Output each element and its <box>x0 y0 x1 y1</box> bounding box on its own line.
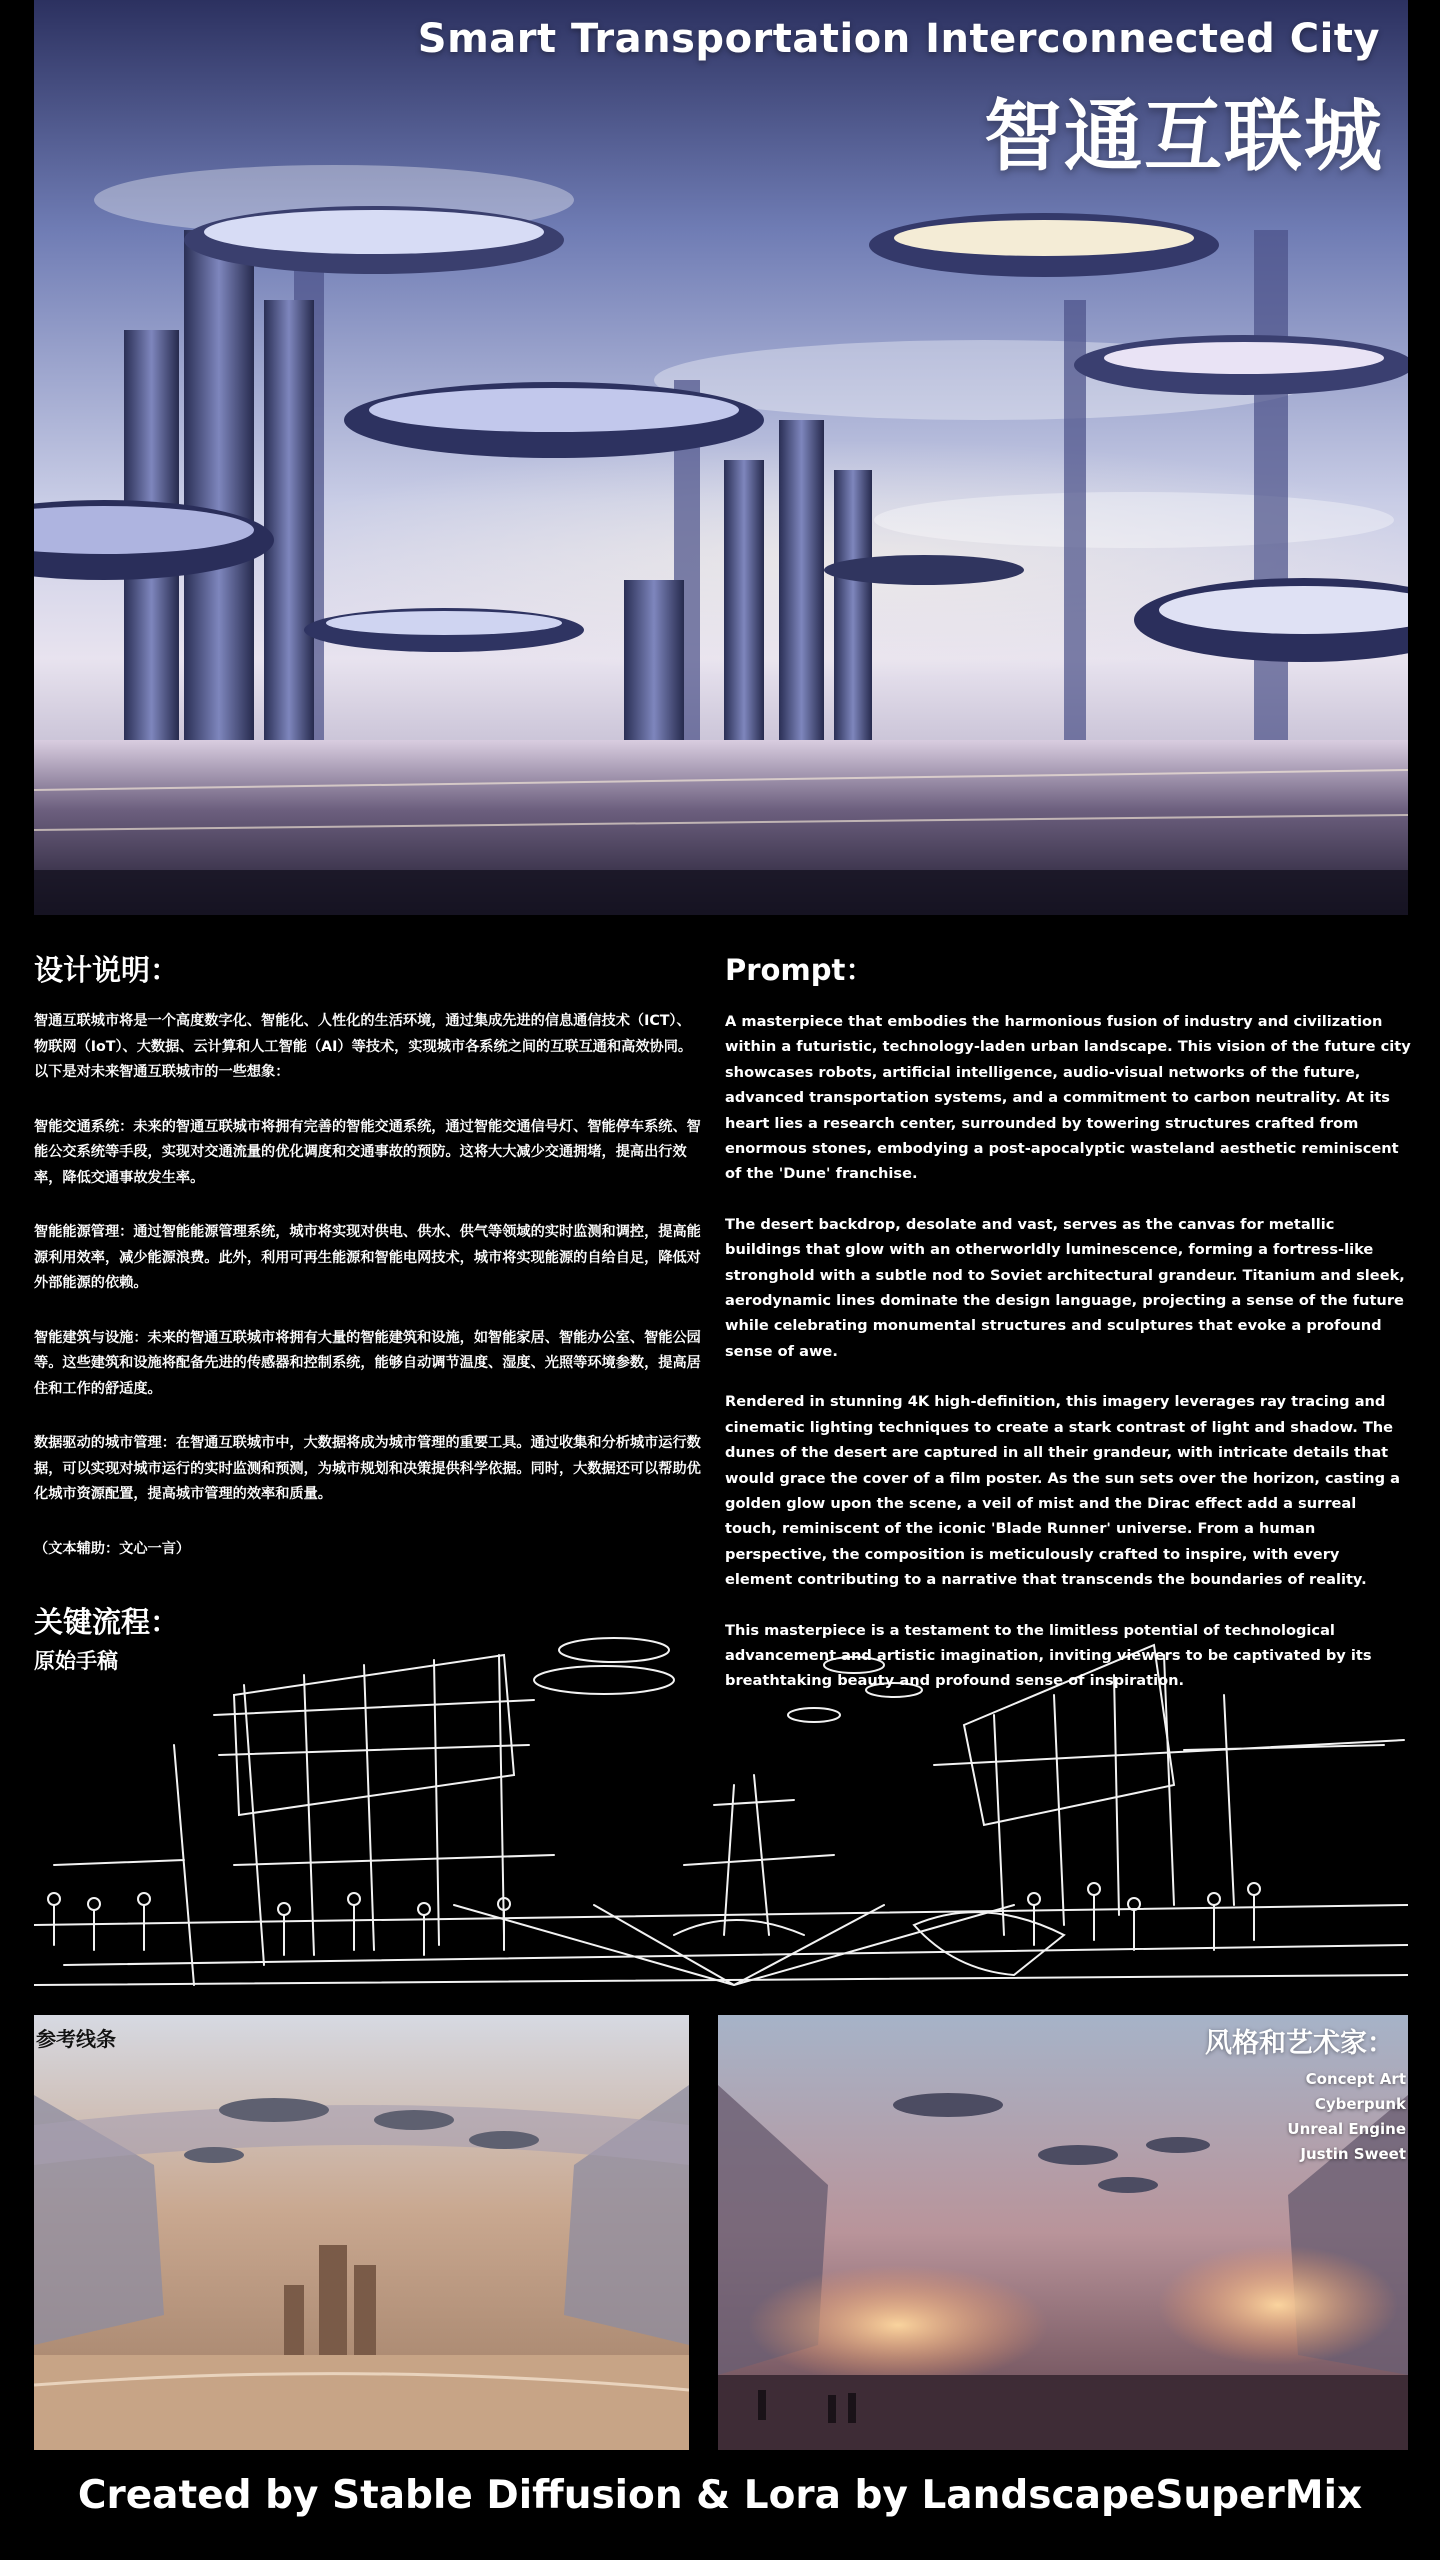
design-paragraph: 智能交通系统：未来的智通互联城市将拥有完善的智能交通系统，通过智能交通信号灯、智能停车系统、智能公交系统等手段，实现对交通流量的优化调度和交通事故的预防。这将大大减少交通拥堵，提高出行效率，降低交通事故发生率。 <box>34 1118 701 1186</box>
design-paragraph: 智能建筑与设施：未来的智通互联城市将拥有大量的智能建筑和设施，如智能家居、智能办公室、智能公园等。这些建筑和设施将配备先进的传感器和控制系统，能够自动调节温度、湿度、光照等环境参数，提高居住和工作的舒适度。 <box>34 1329 701 1397</box>
design-paragraph: 数据驱动的城市管理：在智通互联城市中，大数据将成为城市管理的重要工具。通过收集和分析城市运行数据，可以实现对城市运行的实时监测和预测，为城市规划和决策提供科学依据。同时，大数据还可以帮助优化城市资源配置，提高城市管理的效率和质量。 <box>34 1435 701 1502</box>
style-keyword: Concept Art <box>1305 2070 1406 2088</box>
footer-credit: Created by Stable Diffusion & Lora by LandscapeSuperMix <box>77 2473 1363 2518</box>
style-keyword: Unreal Engine <box>1287 2120 1406 2138</box>
prompt-section <box>725 948 1411 1719</box>
style-heading: 风格和艺术家： <box>1205 2028 1394 2059</box>
design-description-section <box>34 948 704 1591</box>
hero-image <box>34 0 1408 915</box>
prompt-paragraph: Rendered in stunning 4K high-definition, this imagery leverages ray tracing and cinematic lighting techniques to create a stark contrast of light and shadow. The dunes of the desert are captured in all their grandeur, with intricate details that would grace the cover of a film poster. As the sun sets over the horizon, casting a golden glow upon the scene, a veil of mist and the Dirac effect add a surreal touch, reminiscent of the iconic 'Blade Runner' universe. From a human perspective, the composition is meticulously crafted to inspire, with every element contributing to a narrative that transcends the boundaries of reality. <box>725 1393 1400 1589</box>
line-sketch-illustration <box>34 1605 1408 1995</box>
reference-lines-image <box>34 2015 689 2450</box>
prompt-paragraph: This masterpiece is a testament to the limitless potential of technological advancement and artistic imagination, inviting viewers to be captivated by its breathtaking beauty and profound sense of inspiration. <box>725 1621 1372 1690</box>
process-subheading: 原始手稿 <box>34 1649 118 1673</box>
style-keyword: Cyberpunk <box>1314 2095 1406 2113</box>
design-paragraph: 智能能源管理：通过智能能源管理系统，城市将实现对供电、供水、供气等领域的实时监测和调控，提高能源利用效率，减少能源浪费。此外，利用可再生能源和智能电网技术，城市将实现能源的自给自足，降低对外部能源的依赖。 <box>34 1224 701 1291</box>
prompt-heading: Prompt： <box>725 953 875 987</box>
reference-desert-scene <box>34 2015 689 2450</box>
style-and-artists-image <box>718 2015 1408 2450</box>
prompt-paragraph: The desert backdrop, desolate and vast, serves as the canvas for metallic buildings that glow with an otherworldly luminescence, forming a fortress-like stronghold with a subtle nod to Soviet architectural grandeur. Titanium and sleek, aerodynamic lines dominate the design language, projecting a sense of the future while celebrating monumental structures and sculptures that evoke a profound sense of awe. <box>725 1215 1405 1360</box>
process-heading: 关键流程： <box>34 1605 180 1639</box>
design-heading: 设计说明： <box>34 953 180 987</box>
original-sketch <box>34 1605 1408 1995</box>
style-keyword: Justin Sweet <box>1300 2145 1406 2163</box>
design-credit: （文本辅助：文心一言） <box>34 1540 191 1557</box>
prompt-paragraph: A masterpiece that embodies the harmonious fusion of industry and civilization within a futuristic, technology-laden urban landscape. This vision of the future city showcases robots, artificial intelligence, audio-visual networks of the future, advanced transportation systems, and a commitment to carbon neutrality. At its heart lies a research center, surrounded by towering structures crafted from enormous stones, embodying a post-apocalyptic wasteland aesthetic reminiscent of the 'Dune' franchise. <box>725 1013 1411 1183</box>
hero-title-chinese: 智通互联城 <box>983 92 1384 182</box>
style-keyword-list <box>1287 2067 1406 2167</box>
design-paragraph: 智通互联城市将是一个高度数字化、智能化、人性化的生活环境，通过集成先进的信息通信技术（ICT）、物联网（IoT）、大数据、云计算和人工智能（AI）等技术，实现城市各系统之间的互联互通和高效协同。以下是对未来智通互联城市的一些想象： <box>34 1013 693 1080</box>
reference-label: 参考线条 <box>36 2027 116 2051</box>
hero-title-english: Smart Transportation Interconnected City <box>417 16 1380 62</box>
